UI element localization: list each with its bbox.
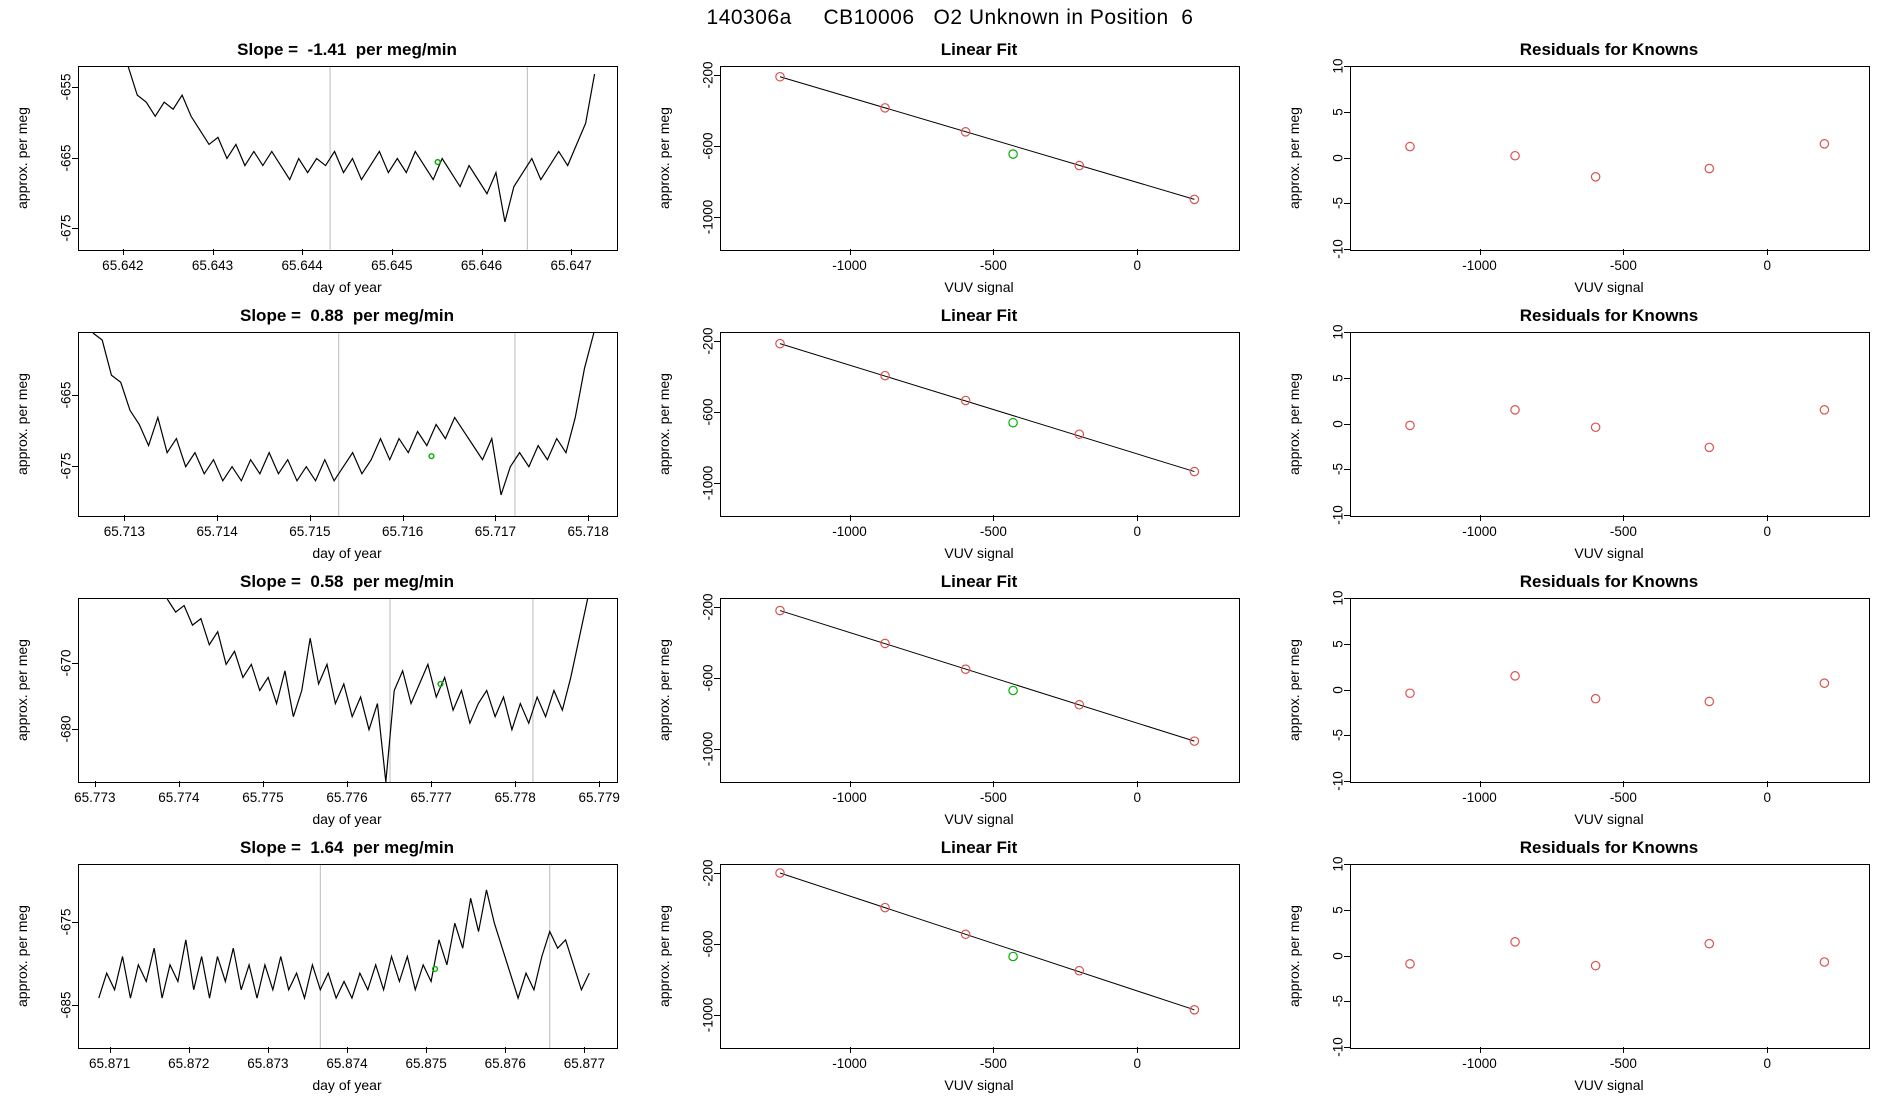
y-tick-label: -5 xyxy=(1330,463,1346,476)
plot-canvas xyxy=(721,599,1239,782)
x-tick-mark xyxy=(1623,515,1624,521)
linearfit-panel-4 xyxy=(640,832,1270,1098)
timeseries-panel-1 xyxy=(0,34,640,300)
x-tick-mark xyxy=(347,1047,348,1053)
x-tick-label: 65.875 xyxy=(405,1056,447,1071)
y-tick-label: 10 xyxy=(1330,590,1346,606)
y-tick-label: -1000 xyxy=(700,199,716,235)
x-axis-label: VUV signal xyxy=(944,279,1014,295)
panel-title: Linear Fit xyxy=(940,306,1018,325)
x-tick-mark xyxy=(268,1047,269,1053)
x-tick-mark xyxy=(1137,249,1138,255)
plot-area xyxy=(78,598,618,783)
y-tick-label: 0 xyxy=(1330,685,1346,694)
plot-canvas xyxy=(1351,333,1869,516)
x-tick-label: 65.645 xyxy=(371,258,413,273)
linearfit-panel-1 xyxy=(640,34,1270,300)
x-tick-mark xyxy=(1623,249,1624,255)
x-tick-label: -500 xyxy=(979,524,1007,539)
y-tick-label: -10 xyxy=(1330,505,1346,525)
x-tick-label: -1000 xyxy=(832,1056,867,1071)
y-tick-label: 0 xyxy=(1330,419,1346,428)
x-axis-label: VUV signal xyxy=(1574,279,1644,295)
x-axis-label: VUV signal xyxy=(1574,811,1644,827)
x-tick-label: -500 xyxy=(1609,1056,1637,1071)
plot-area xyxy=(78,66,618,251)
plot-area xyxy=(720,66,1240,251)
y-tick-label: -600 xyxy=(700,398,716,426)
x-tick-label: 0 xyxy=(1763,790,1772,805)
y-tick-label: -665 xyxy=(58,381,74,409)
x-tick-label: 65.714 xyxy=(196,524,238,539)
x-tick-mark xyxy=(1480,249,1481,255)
x-tick-label: -500 xyxy=(979,790,1007,805)
panel-title: Residuals for Knowns xyxy=(1519,838,1699,857)
y-tick-label: 5 xyxy=(1330,639,1346,648)
x-tick-label: 65.778 xyxy=(494,790,536,805)
panel-title: Slope = -1.41 per meg/min xyxy=(237,40,457,59)
panel-title: Residuals for Knowns xyxy=(1519,306,1699,325)
y-tick-label: -670 xyxy=(58,649,74,677)
panel-title: Linear Fit xyxy=(940,40,1018,59)
y-tick-label: 10 xyxy=(1330,856,1346,872)
y-tick-label: -600 xyxy=(700,132,716,160)
x-tick-mark xyxy=(993,1047,994,1053)
x-tick-label: 65.643 xyxy=(191,258,234,273)
y-tick-label: 10 xyxy=(1330,324,1346,340)
y-axis-label: approx. per meg xyxy=(14,372,30,475)
x-tick-mark xyxy=(310,515,311,521)
x-tick-label: 0 xyxy=(1763,1056,1772,1071)
timeseries-panel-4 xyxy=(0,832,640,1098)
x-tick-mark xyxy=(599,781,600,787)
plot-area xyxy=(1350,66,1870,251)
y-tick-label: 0 xyxy=(1330,951,1346,960)
y-axis-label: approx. per meg xyxy=(656,106,672,209)
x-tick-label: -500 xyxy=(1609,524,1637,539)
y-tick-label: -600 xyxy=(700,664,716,692)
plot-row-4 xyxy=(0,832,1900,1098)
panel-title: Residuals for Knowns xyxy=(1519,572,1699,591)
x-tick-label: 65.871 xyxy=(88,1056,131,1071)
y-tick-label: -200 xyxy=(700,327,716,355)
x-tick-mark xyxy=(850,1047,851,1053)
timeseries-panel-2 xyxy=(0,300,640,566)
x-tick-mark xyxy=(993,515,994,521)
y-tick-label: -675 xyxy=(58,452,74,480)
x-tick-label: -500 xyxy=(1609,258,1637,273)
plot-area xyxy=(1350,598,1870,783)
y-tick-label: -675 xyxy=(58,214,74,242)
panel-title: Slope = 0.58 per meg/min xyxy=(240,572,454,591)
x-tick-mark xyxy=(302,249,303,255)
x-axis-label: VUV signal xyxy=(944,545,1014,561)
y-tick-label: -655 xyxy=(58,73,74,101)
x-tick-label: -500 xyxy=(1609,790,1637,805)
x-tick-mark xyxy=(1623,781,1624,787)
x-tick-mark xyxy=(213,249,214,255)
x-tick-mark xyxy=(850,249,851,255)
residuals-panel-2 xyxy=(1270,300,1900,566)
x-tick-mark xyxy=(392,249,393,255)
x-tick-label: 65.876 xyxy=(484,1056,526,1071)
x-tick-label: -500 xyxy=(979,1056,1007,1071)
x-tick-mark xyxy=(495,515,496,521)
y-axis-label: approx. per meg xyxy=(656,638,672,741)
x-tick-mark xyxy=(347,781,348,787)
y-axis-label: approx. per meg xyxy=(1286,638,1302,741)
x-tick-mark xyxy=(1137,1047,1138,1053)
x-tick-mark xyxy=(263,781,264,787)
timeseries-panel-3 xyxy=(0,566,640,832)
x-tick-mark xyxy=(571,249,572,255)
x-tick-label: -1000 xyxy=(1462,524,1497,539)
plot-area xyxy=(1350,864,1870,1049)
x-tick-label: 65.872 xyxy=(168,1056,210,1071)
x-tick-mark xyxy=(110,1047,111,1053)
x-tick-mark xyxy=(179,781,180,787)
x-tick-mark xyxy=(1480,515,1481,521)
y-tick-label: -200 xyxy=(700,859,716,887)
x-tick-mark xyxy=(515,781,516,787)
x-tick-label: 65.776 xyxy=(326,790,368,805)
plot-canvas xyxy=(1351,67,1869,250)
y-tick-label: -680 xyxy=(58,715,74,743)
x-tick-label: 65.647 xyxy=(550,258,592,273)
x-tick-label: 0 xyxy=(1133,790,1142,805)
plot-canvas xyxy=(1351,865,1869,1048)
x-tick-label: 0 xyxy=(1133,1056,1142,1071)
x-tick-label: -1000 xyxy=(832,790,867,805)
plot-row-1 xyxy=(0,34,1900,300)
plot-area xyxy=(720,332,1240,517)
y-tick-label: -1000 xyxy=(700,997,716,1033)
x-tick-label: -1000 xyxy=(832,258,867,273)
residuals-panel-3 xyxy=(1270,566,1900,832)
plot-row-3 xyxy=(0,566,1900,832)
plot-canvas xyxy=(79,67,617,250)
x-axis-label: VUV signal xyxy=(1574,1077,1644,1093)
plot-canvas xyxy=(721,333,1239,516)
residuals-panel-1 xyxy=(1270,34,1900,300)
x-tick-label: 65.713 xyxy=(103,524,146,539)
plot-canvas xyxy=(1351,599,1869,782)
linearfit-panel-2 xyxy=(640,300,1270,566)
x-axis-label: VUV signal xyxy=(944,811,1014,827)
y-tick-label: -1000 xyxy=(700,465,716,501)
y-tick-label: -685 xyxy=(58,991,74,1019)
x-tick-label: 0 xyxy=(1763,524,1772,539)
y-tick-label: 0 xyxy=(1330,153,1346,162)
y-tick-label: -5 xyxy=(1330,197,1346,210)
x-tick-label: 65.715 xyxy=(289,524,331,539)
plot-area xyxy=(1350,332,1870,517)
plot-area xyxy=(720,864,1240,1049)
x-tick-mark xyxy=(95,781,96,787)
plot-canvas xyxy=(79,865,617,1048)
y-axis-label: approx. per meg xyxy=(1286,904,1302,1007)
x-tick-mark xyxy=(1480,781,1481,787)
plot-row-2 xyxy=(0,300,1900,566)
panel-title: Residuals for Knowns xyxy=(1519,40,1699,59)
linearfit-panel-3 xyxy=(640,566,1270,832)
y-tick-label: 5 xyxy=(1330,373,1346,382)
x-axis-label: day of year xyxy=(312,279,382,295)
y-axis-label: approx. per meg xyxy=(14,106,30,209)
x-tick-label: 65.646 xyxy=(460,258,503,273)
y-axis-label: approx. per meg xyxy=(656,372,672,475)
y-tick-label: -600 xyxy=(700,930,716,958)
x-tick-label: 65.716 xyxy=(381,524,424,539)
y-tick-label: 10 xyxy=(1330,58,1346,74)
x-tick-mark xyxy=(1137,515,1138,521)
x-tick-label: 0 xyxy=(1763,258,1772,273)
x-tick-label: 65.874 xyxy=(326,1056,368,1071)
x-tick-mark xyxy=(1137,781,1138,787)
residuals-panel-4 xyxy=(1270,832,1900,1098)
page-title: 140306a CB10006 O2 Unknown in Position 6 xyxy=(706,6,1194,29)
x-tick-label: -1000 xyxy=(832,524,867,539)
x-tick-mark xyxy=(588,515,589,521)
y-tick-label: -200 xyxy=(700,593,716,621)
y-tick-label: -5 xyxy=(1330,729,1346,742)
x-tick-label: -1000 xyxy=(1462,258,1497,273)
y-tick-label: -675 xyxy=(58,908,74,936)
plot-canvas xyxy=(79,599,617,782)
x-tick-label: 0 xyxy=(1133,524,1142,539)
x-tick-mark xyxy=(123,249,124,255)
x-tick-mark xyxy=(505,1047,506,1053)
x-tick-mark xyxy=(1767,249,1768,255)
panel-title: Slope = 1.64 per meg/min xyxy=(240,838,454,857)
x-axis-label: day of year xyxy=(312,811,382,827)
x-tick-mark xyxy=(124,515,125,521)
x-tick-mark xyxy=(1767,1047,1768,1053)
panel-title: Slope = 0.88 per meg/min xyxy=(240,306,454,325)
y-tick-label: -200 xyxy=(700,61,716,89)
x-tick-mark xyxy=(850,515,851,521)
y-axis-label: approx. per meg xyxy=(14,638,30,741)
x-tick-mark xyxy=(1767,781,1768,787)
x-axis-label: VUV signal xyxy=(944,1077,1014,1093)
x-tick-label: 65.642 xyxy=(102,258,144,273)
y-tick-label: -5 xyxy=(1330,995,1346,1008)
x-tick-mark xyxy=(1480,1047,1481,1053)
y-axis-label: approx. per meg xyxy=(656,904,672,1007)
x-tick-label: 65.779 xyxy=(578,790,620,805)
x-axis-label: VUV signal xyxy=(1574,545,1644,561)
y-tick-label: -10 xyxy=(1330,1037,1346,1057)
y-axis-label: approx. per meg xyxy=(1286,372,1302,475)
x-tick-label: 65.644 xyxy=(281,258,323,273)
x-tick-label: 65.877 xyxy=(563,1056,605,1071)
y-tick-label: -10 xyxy=(1330,239,1346,259)
plot-canvas xyxy=(79,333,617,516)
y-tick-label: -665 xyxy=(58,143,74,172)
x-tick-label: 65.774 xyxy=(158,790,200,805)
x-tick-label: -500 xyxy=(979,258,1007,273)
x-tick-label: -1000 xyxy=(1462,790,1497,805)
x-tick-mark xyxy=(1623,1047,1624,1053)
plot-canvas xyxy=(721,865,1239,1048)
x-tick-mark xyxy=(584,1047,585,1053)
x-tick-mark xyxy=(189,1047,190,1053)
y-tick-label: -1000 xyxy=(700,731,716,767)
x-axis-label: day of year xyxy=(312,545,382,561)
y-axis-label: approx. per meg xyxy=(1286,106,1302,209)
plot-area xyxy=(78,864,618,1049)
y-axis-label: approx. per meg xyxy=(14,904,30,1007)
plot-grid xyxy=(0,34,1900,1100)
x-tick-label: -1000 xyxy=(1462,1056,1497,1071)
y-tick-label: 5 xyxy=(1330,107,1346,116)
x-axis-label: day of year xyxy=(312,1077,382,1093)
y-tick-label: 5 xyxy=(1330,905,1346,914)
x-tick-label: 65.773 xyxy=(74,790,116,805)
x-tick-mark xyxy=(850,781,851,787)
x-tick-mark xyxy=(403,515,404,521)
x-tick-mark xyxy=(1767,515,1768,521)
panel-title: Linear Fit xyxy=(940,838,1018,857)
x-tick-label: 65.873 xyxy=(247,1056,289,1071)
x-tick-mark xyxy=(993,781,994,787)
x-tick-mark xyxy=(482,249,483,255)
x-tick-mark xyxy=(431,781,432,787)
x-tick-label: 65.777 xyxy=(410,790,452,805)
x-tick-mark xyxy=(217,515,218,521)
plot-area xyxy=(720,598,1240,783)
plot-canvas xyxy=(721,67,1239,250)
plot-area xyxy=(78,332,618,517)
x-tick-label: 65.718 xyxy=(567,524,609,539)
panel-title: Linear Fit xyxy=(940,572,1018,591)
x-tick-mark xyxy=(993,249,994,255)
x-tick-mark xyxy=(426,1047,427,1053)
x-tick-label: 65.717 xyxy=(474,524,517,539)
x-tick-label: 65.775 xyxy=(242,790,284,805)
x-tick-label: 0 xyxy=(1133,258,1142,273)
y-tick-label: -10 xyxy=(1330,771,1346,791)
